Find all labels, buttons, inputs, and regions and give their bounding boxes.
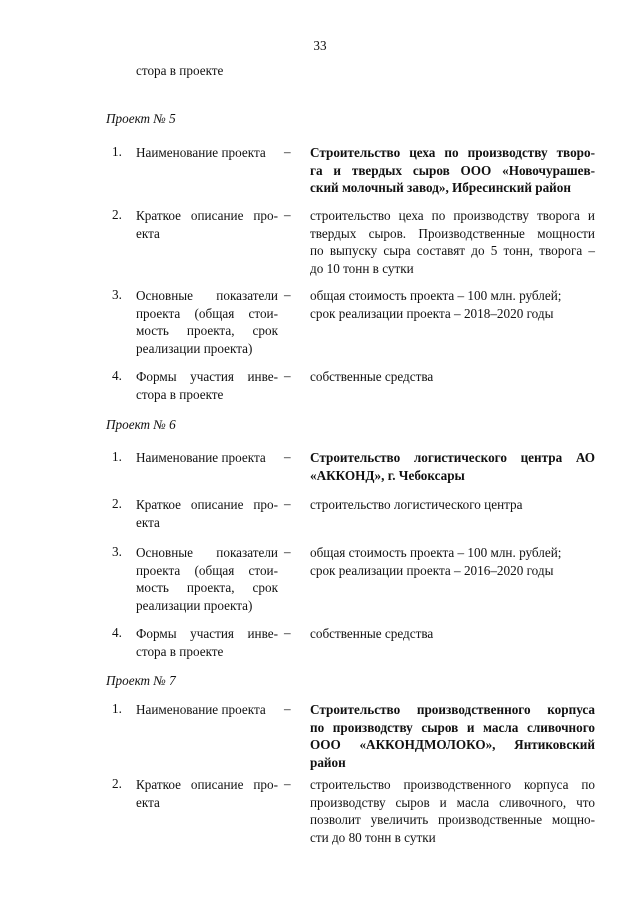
name-label: Наименование проекта [136,145,266,160]
description-label: Краткое описание про- екта [136,777,278,810]
item-number: 1. [112,144,122,159]
project-6-heading: Проект № 6 [106,417,176,432]
description-label: Краткое описание про- екта [136,497,278,530]
dash: – [284,701,291,716]
item-number: 3. [112,544,122,559]
item-number: 2. [112,207,122,222]
forms-value: собственные средства [310,626,434,641]
name-value: Строительство цеха по производству творо- га и твердых сыров ООО «Новочурашев- ский молочный завод», Ибресинский район [310,145,595,195]
forms-label: Формы участия инве- стора в проекте [136,626,278,659]
forms-label: Формы участия инве- стора в проекте [136,369,278,402]
dash: – [284,544,291,559]
continuation-text: стора в проекте [136,63,224,78]
item-number: 4. [112,625,122,640]
project-5-heading: Проект № 5 [106,111,176,126]
description-value: строительство логистического центра [310,497,523,512]
item-number: 3. [112,287,122,302]
dash: – [284,625,291,640]
name-label: Наименование проекта [136,702,266,717]
description-value: строительство производственного корпуса по производству сыров и масла сливочного, что позволит увеличить производственные мощно- сти до 80 тонн в сутки [310,777,595,845]
item-number: 1. [112,701,122,716]
indicators-value: общая стоимость проекта – 100 млн. рублей; срок реализации проекта – 2016–2020 годы [310,545,562,578]
forms-value: собственные средства [310,369,434,384]
dash: – [284,449,291,464]
indicators-label: Основные показатели проекта (общая стои- мость проекта, срок реализации проекта) [136,288,278,356]
description-label: Краткое описание про- екта [136,208,278,241]
item-number: 1. [112,449,122,464]
name-value: Строительство производственного корпуса по производству сыров и масла сливочного ООО «АККОНДМОЛОКО», Янтиковский район [310,702,595,770]
indicators-value: общая стоимость проекта – 100 млн. рублей; срок реализации проекта – 2018–2020 годы [310,288,562,321]
indicators-label: Основные показатели проекта (общая стои- мость проекта, срок реализации проекта) [136,545,278,613]
name-label: Наименование проекта [136,450,266,465]
dash: – [284,287,291,302]
item-number: 4. [112,368,122,383]
dash: – [284,368,291,383]
dash: – [284,207,291,222]
dash: – [284,144,291,159]
description-value: строительство цеха по производству творога и твердых сыров. Производственные мощности по выпуску сыра составят до 5 тонн, творога – до 10 тонн в сутки [310,208,595,276]
item-number: 2. [112,496,122,511]
name-value: Строительство логистического центра АО «АККОНД», г. Чебоксары [310,450,595,483]
page-number: 33 [313,38,327,53]
project-7-heading: Проект № 7 [106,673,176,688]
dash: – [284,776,291,791]
dash: – [284,496,291,511]
item-number: 2. [112,776,122,791]
